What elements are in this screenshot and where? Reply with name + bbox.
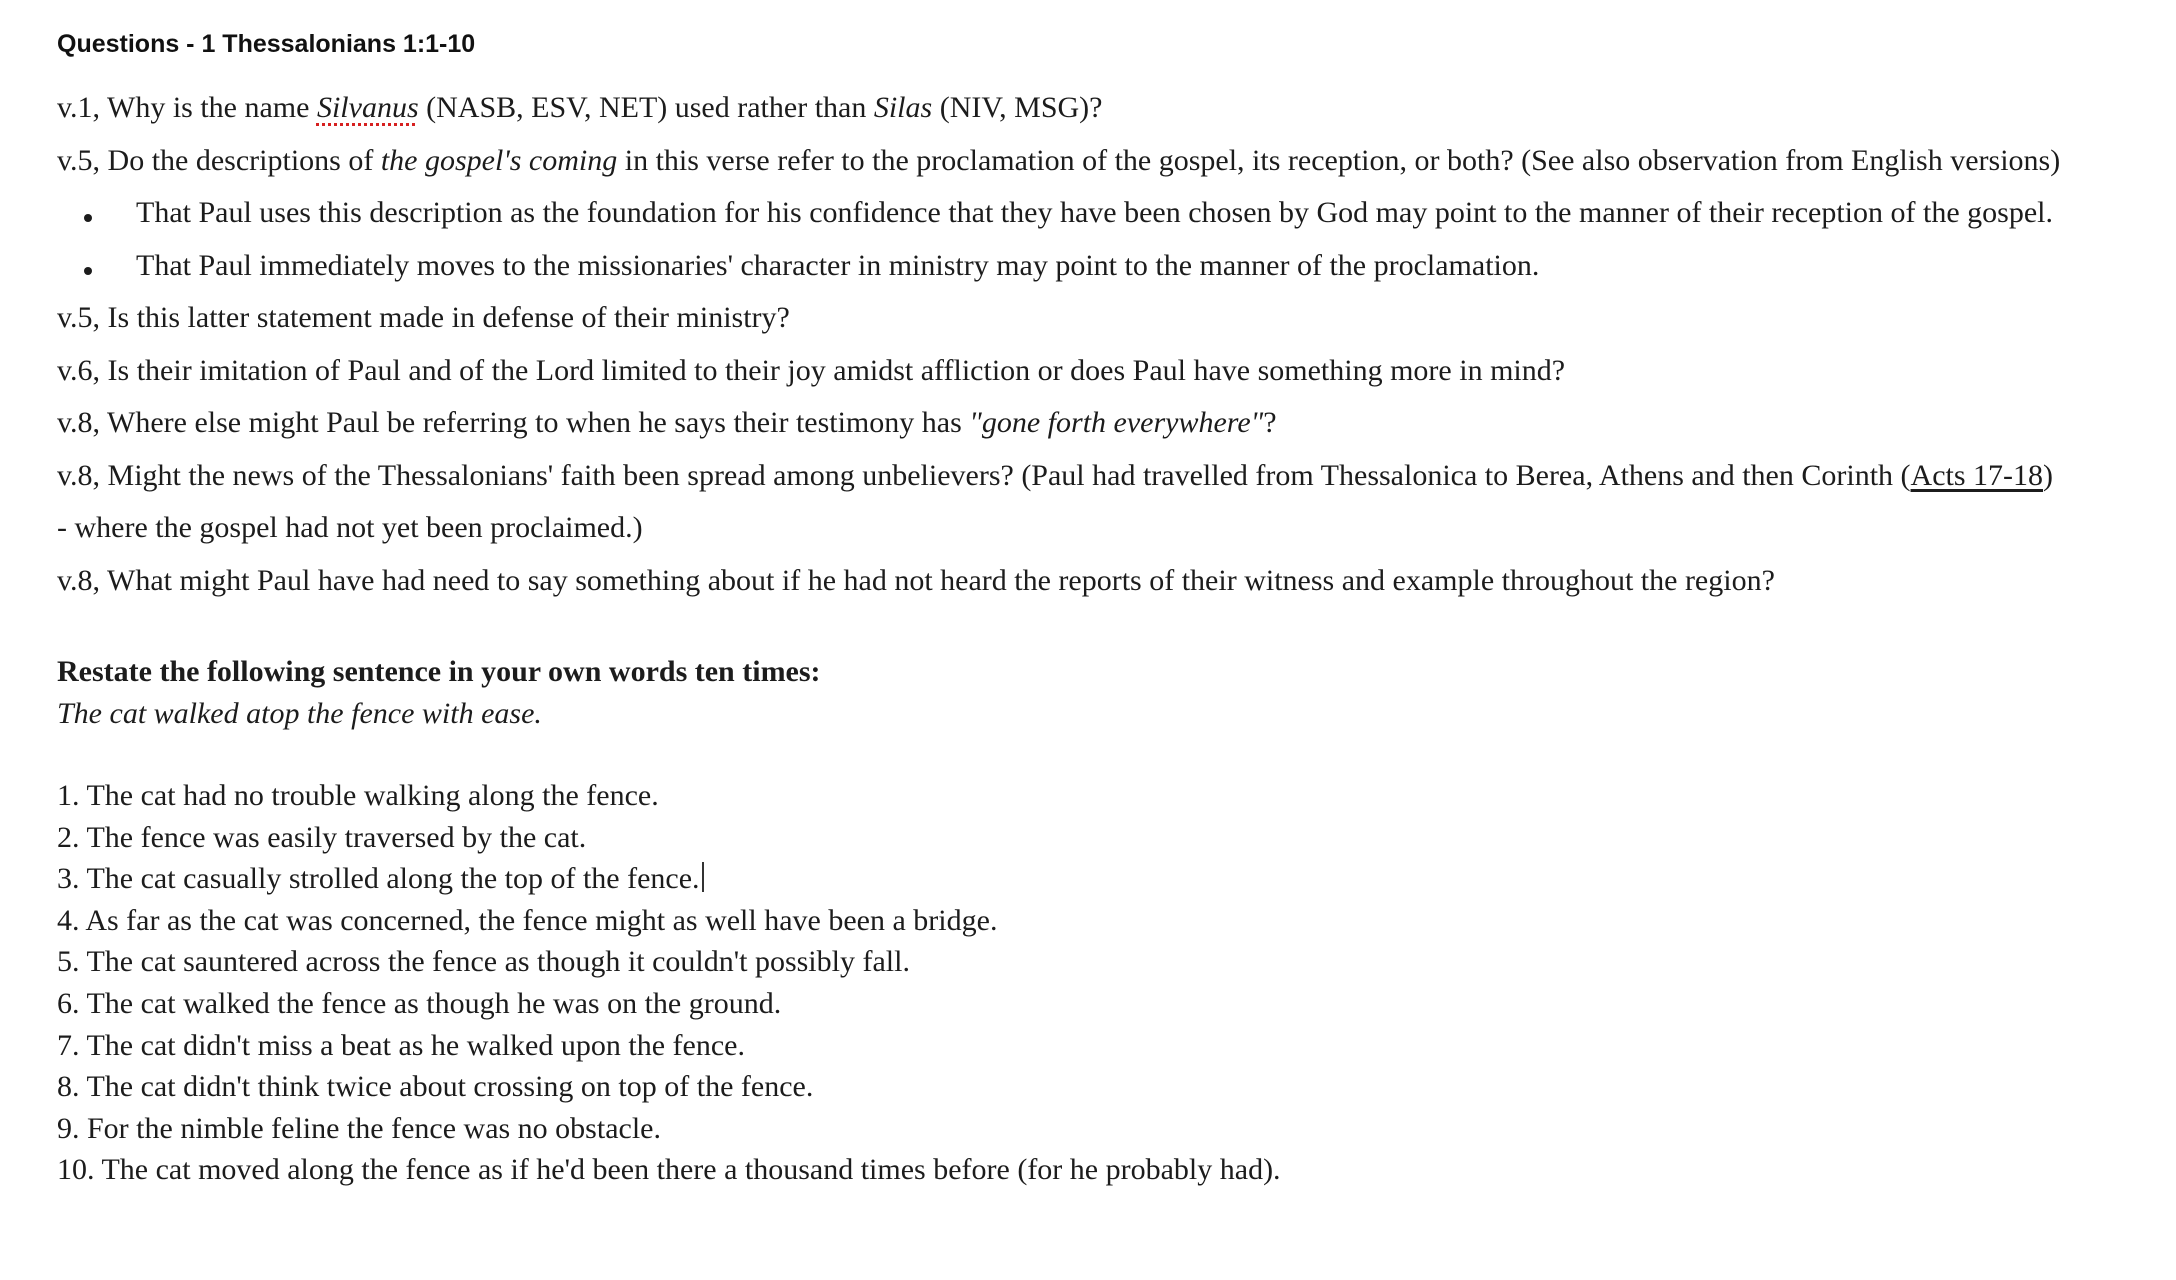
restate-item: 4. As far as the cat was concerned, the fence might as well have been a bridge. bbox=[57, 903, 998, 937]
question-v5-descriptions: v.5, Do the descriptions of the gospel's coming in this verse refer to the proclamation of the gospel, its reception, or both? (See also observation from English versions) bbox=[57, 143, 2061, 177]
restate-item[interactable]: 3. The cat casually strolled along the top of the fence. bbox=[57, 858, 2147, 900]
question-v1: v.1, Why is the name Silvanus (NASB, ESV, NET) used rather than Silas (NIV, MSG)? bbox=[57, 91, 1103, 124]
question-v8-unbelievers-continued: - where the gospel had not yet been proclaimed.) bbox=[57, 511, 643, 544]
restate-item: 10. The cat moved along the fence as if he'd been there a thousand times before (for he probably had). bbox=[57, 1153, 1281, 1187]
question-v6-imitation: v.6, Is their imitation of Paul and of the Lord limited to their joy amidst affliction or does Paul have something more in mind? bbox=[57, 353, 1566, 387]
restate-item: 8. The cat didn't think twice about crossing on top of the fence. bbox=[57, 1070, 814, 1104]
restate-item: 7. The cat didn't miss a beat as he walked upon the fence. bbox=[57, 1028, 745, 1062]
acts-17-18-link[interactable]: Acts 17-18 bbox=[1910, 458, 2044, 492]
restate-sentence: The cat walked atop the fence with ease. bbox=[57, 697, 542, 730]
restate-item: 5. The cat sauntered across the fence as though it couldn't possibly fall. bbox=[57, 945, 910, 979]
document-title: Questions - 1 Thessalonians 1:1-10 bbox=[57, 30, 476, 58]
text-cursor bbox=[702, 862, 704, 892]
bullet-item: That Paul immediately moves to the missionaries' character in ministry may point to the manner of the proclamation. bbox=[57, 240, 2147, 293]
question-v5-defense: v.5, Is this latter statement made in defense of their ministry? bbox=[57, 301, 790, 334]
restate-heading: Restate the following sentence in your own words ten times: bbox=[57, 655, 821, 688]
restate-item: 9. For the nimble feline the fence was no obstacle. bbox=[57, 1111, 661, 1145]
question-v8-unbelievers: v.8, Might the news of the Thessalonians' faith been spread among unbelievers? (Paul had travelled from Thessalonica to Berea, Athens and then Corinth (Acts 17-18) bbox=[57, 458, 2054, 492]
restate-item: 1. The cat had no trouble walking along the fence. bbox=[57, 779, 659, 812]
restate-item: 6. The cat walked the fence as though he was on the ground. bbox=[57, 986, 782, 1020]
misspelled-word-silvanus[interactable]: Silvanus bbox=[316, 91, 419, 124]
restate-list bbox=[57, 775, 2147, 1191]
bullet-list bbox=[57, 187, 2147, 292]
bullet-item: That Paul uses this description as the foundation for his confidence that they have been chosen by God may point to the manner of their reception of the gospel. bbox=[57, 187, 2147, 240]
restate-item: 2. The fence was easily traversed by the cat. bbox=[57, 820, 587, 854]
question-v8-reports: v.8, What might Paul have had need to say something about if he had not heard the reports of their witness and example throughout the region? bbox=[57, 563, 1775, 597]
document-page[interactable] bbox=[57, 24, 2147, 1191]
question-v8-everywhere: v.8, Where else might Paul be referring to when he says their testimony has "gone forth everywhere"? bbox=[57, 406, 1277, 439]
